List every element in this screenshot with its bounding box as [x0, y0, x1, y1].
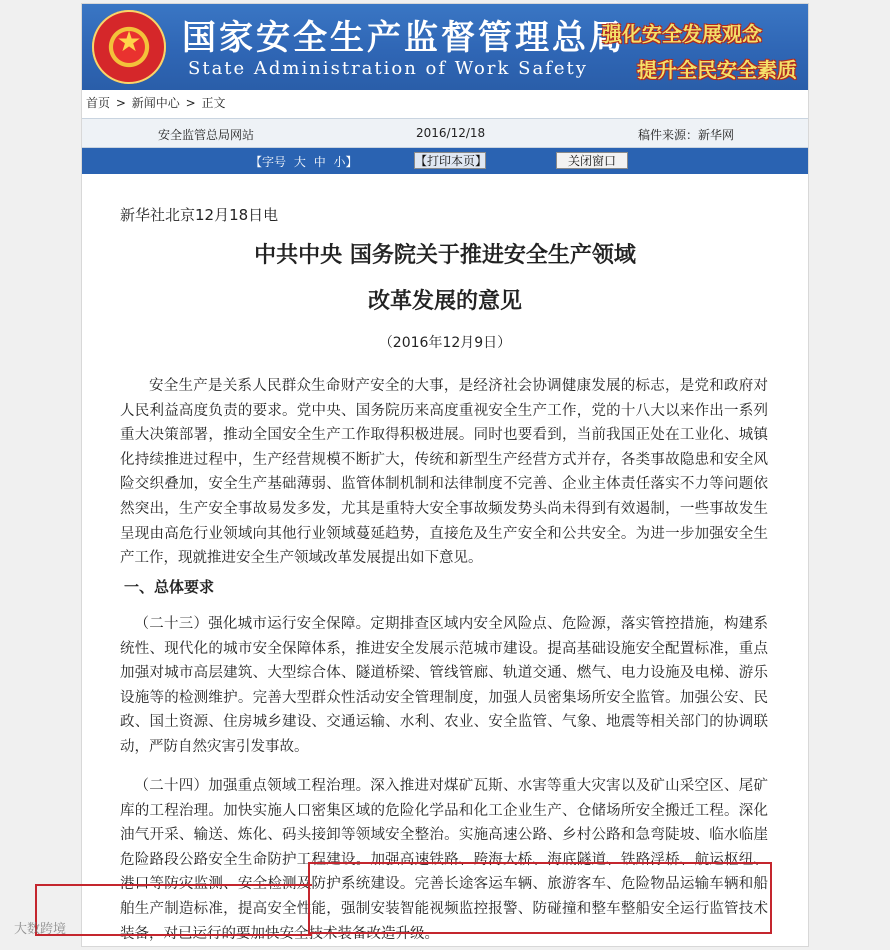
article-paragraph-intro: 安全生产是关系人民群众生命财产安全的大事，是经济社会协调健康发展的标志，是党和政府对人民利益高度负责的要求。党中央、国务院历来高度重视安全生产工作，党的十八大以来作出一系列重大决策部署，推动全国安全生产工作取得积极进展。同时也要看到，当前我国正处在工业化、城镇化持续推进过程中，生产经营规模不断扩大，传统和新型生产经营方式并存，各类事故隐患和安全风险交织叠加，安全生产基础薄弱、监管体制机制和法律制度不完善、企业主体责任落实不力等问题依然突出，生产安全事故易发多发，尤其是重特大安全事故频发势头尚未得到有效遏制，一些事故发生呈现由高危行业领域向其他行业领域蔓延趋势，直接危及生产安全和公共安全。为进一步加强安全生产工作，现就推进安全生产领域改革发展提出如下意见。 — [120, 378, 768, 567]
site-title-cn: 国家安全生产监督管理总局 — [182, 18, 626, 58]
breadcrumb — [86, 94, 227, 111]
breadcrumb-news-link[interactable]: 新闻中心 — [131, 96, 180, 110]
font-size-small-link[interactable]: 小】 — [333, 155, 358, 169]
article-paragraph-24: （二十四）加强重点领域工程治理。深入推进对煤矿瓦斯、水害等重大灾害以及矿山采空区、尾矿库的工程治理。加快实施人口密集区域的危险化学品和化工企业生产、仓储场所安全搬迁工程。深化油气开采、输送、炼化、码头接卸等领域安全整治。实施高速公路、乡村公路和急弯陡坡、临水临崖危险路段公路安全生命防护工程建设。加强高速铁路、跨海大桥、海底隧道、铁路浮桥、航运枢纽、港口等防灾监测、安全检测及防护系统建设。完善长途客运车辆、旅游客车、危险物品运输车辆和船舶生产制造标准，提高安全性能，强制安装智能视频监控报警、防碰撞和整车整船安全运行监管技术装备，对已运行的要加快安全技术装备改造升级。 — [120, 778, 768, 942]
font-size-large-link[interactable]: 大 — [293, 155, 306, 169]
site-title-en: State Administration of Work Safety — [188, 58, 588, 79]
breadcrumb-current: 正文 — [201, 96, 226, 110]
national-emblem-icon — [92, 10, 166, 84]
breadcrumb-separator: > — [115, 96, 126, 110]
slogan-1: 强化安全发展观念 — [602, 22, 762, 46]
article-paragraph-23: （二十三）强化城市运行安全保障。定期排查区域内安全风险点、危险源，落实管控措施，构建系统性、现代化的城市安全保障体系，推进安全发展示范城市建设。提高基础设施安全配置标准，重点加强对城市高层建筑、大型综合体、隧道桥梁、管线管廊、轨道交通、燃气、电力设施及电梯、游乐设施等的检测维护。完善大型群众性活动安全管理制度，加强人员密集场所安全监管。加强公安、民政、国土资源、住房城乡建设、交通运输、水利、农业、安全监管、气象、地震等相关部门的协调联动，严防自然灾害引发事故。 — [120, 616, 768, 755]
print-page-button[interactable]: 【打印本页】 — [415, 154, 488, 168]
section-heading: 一、总体要求 — [124, 578, 215, 596]
font-size-control — [248, 153, 360, 170]
article-headline-line-2: 改革发展的意见 — [367, 288, 522, 314]
article-pubdate: （2016年12月9日） — [378, 335, 512, 351]
article-meta-bar — [82, 118, 808, 148]
meta-site: 安全监管总局网站 — [158, 128, 255, 142]
breadcrumb-home-link[interactable]: 首页 — [86, 96, 111, 110]
meta-date: 2016/12/18 — [416, 126, 486, 140]
article-toolbar — [82, 148, 808, 174]
article-headline-line-1: 中共中央 国务院关于推进安全生产领域 — [254, 242, 636, 268]
meta-source: 稿件来源：新华网 — [638, 128, 735, 142]
article-page — [82, 4, 808, 946]
font-size-medium-link[interactable]: 中 — [313, 155, 326, 169]
watermark-logo: 大数跨境 — [14, 922, 67, 937]
site-banner — [82, 4, 808, 90]
close-window-button[interactable]: 关闭窗口 — [556, 152, 628, 169]
article-dateline: 新华社北京12月18日电 — [120, 206, 279, 224]
font-size-label: 【字号 — [250, 155, 287, 169]
slogan-2: 提升全民安全素质 — [637, 58, 797, 82]
breadcrumb-separator: > — [185, 96, 196, 110]
